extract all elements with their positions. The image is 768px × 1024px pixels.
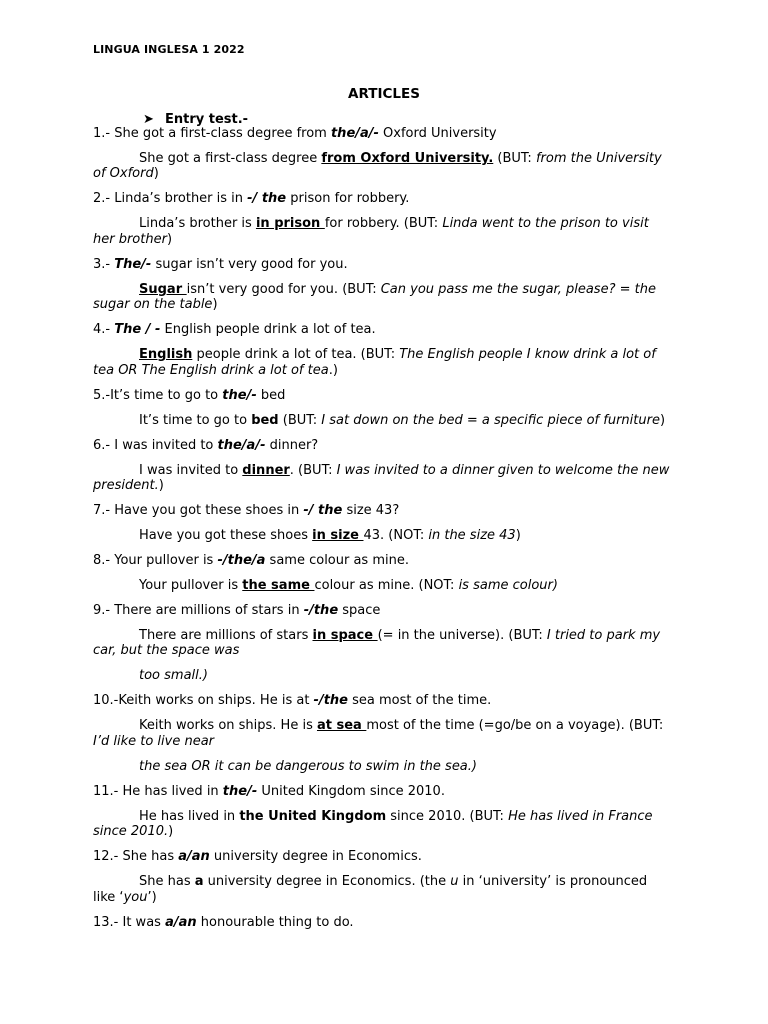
question-line (93, 603, 673, 618)
line-text: 43. (NOT: (363, 528, 429, 544)
entry-test-label: Entry test.- (165, 112, 249, 127)
answer-line (93, 528, 673, 543)
line-text: 6.- I was invited to (93, 437, 218, 453)
answer-line (93, 463, 673, 494)
line-text: the/a/- (217, 437, 266, 453)
line-text: the sea OR it can be dangerous to swim in the sea.) (139, 758, 477, 774)
line-text: most of the time (=go/be on a voyage). (BUT: (366, 718, 664, 734)
line-text: prison for robbery. (286, 191, 410, 207)
line-text: in space (312, 628, 378, 644)
question-line (93, 257, 673, 272)
line-text: from the University of Oxford (93, 151, 662, 182)
line-text: I was invited to (139, 462, 243, 478)
line-text: people drink a lot of tea. (BUT: (192, 347, 400, 363)
line-text: Linda’s brother is (139, 216, 256, 232)
line-text: in prison (255, 216, 325, 232)
answer-line (93, 809, 673, 840)
question-line (93, 784, 673, 799)
answer-line (93, 413, 673, 428)
question-line (93, 849, 673, 864)
answer-line (93, 282, 673, 313)
line-text: Can you pass me the sugar, please? = the sugar on the table (93, 281, 656, 313)
line-text: The/- (114, 256, 152, 272)
question-line (93, 322, 673, 337)
answer-line (93, 628, 673, 659)
line-text: ) (153, 166, 159, 182)
line-text: ) (166, 231, 173, 247)
line-text: Have you got these shoes (139, 528, 313, 544)
line-text: sea most of the time. (347, 693, 492, 709)
entry-test-heading (143, 112, 248, 127)
line-text: The English people I know drink a lot of tea OR The English drink a lot of tea (93, 347, 656, 378)
line-text: I tried to park my car, but the space was (93, 628, 661, 659)
line-text: 11.- He has lived in (93, 783, 223, 799)
line-text: I’d like to live near (93, 733, 215, 749)
question-line (93, 191, 673, 206)
line-text: -/ the (247, 191, 287, 207)
answer-line (93, 718, 673, 749)
line-text: 1.- She got a first-class degree from (93, 126, 331, 141)
answer-line (93, 216, 673, 247)
line-text: She has (139, 874, 195, 890)
line-text: ) (659, 412, 666, 428)
answer-line (93, 874, 673, 905)
line-text: the United Kingdom (239, 808, 387, 824)
line-text: colour as mine. (NOT: (314, 578, 459, 594)
line-text: a/an (165, 914, 197, 930)
line-text: a (194, 874, 204, 890)
line-text: She got a first-class degree (139, 151, 322, 166)
line-text: 4.- (93, 322, 115, 338)
line-text: 3.- (93, 256, 115, 272)
answer-line (93, 578, 673, 593)
line-text: -/the (303, 603, 339, 619)
line-text: He has lived in (139, 808, 240, 824)
line-text: There are millions of stars (139, 628, 313, 644)
line-text: bed (251, 412, 279, 428)
line-text: space (338, 603, 381, 619)
question-line (93, 693, 673, 708)
line-text: 5.-It’s time to go to (93, 387, 223, 403)
line-text: 10.-Keith works on ships. He is at (93, 693, 314, 709)
question-line (93, 503, 673, 518)
line-text: -/ the (303, 503, 343, 519)
line-text: honourable thing to do. (196, 914, 354, 930)
line-text: The / - (114, 322, 161, 338)
line-text: . (BUT: (289, 462, 337, 478)
line-text: ) (168, 824, 174, 840)
line-text: the/- (222, 783, 258, 799)
line-text: -/the (313, 693, 348, 709)
line-text: English people drink a lot of tea. (160, 322, 376, 338)
line-text: United Kingdom since 2010. (257, 783, 445, 799)
line-text: university degree in Economics. (the (203, 874, 451, 890)
line-text: (BUT: (493, 151, 536, 166)
line-text: I was invited to a dinner given to welcome the new president. (93, 462, 670, 494)
line-text: 9.- There are millions of stars in (93, 603, 304, 619)
line-text: you (123, 889, 148, 905)
line-text: in the size 43 (428, 528, 516, 544)
line-text: Keith works on ships. He is (139, 718, 317, 734)
question-line (93, 438, 673, 453)
line-text: Sugar (139, 281, 187, 297)
line-text: Your pullover is (139, 578, 243, 594)
question-line (93, 915, 673, 930)
page-title: ARTICLES (348, 86, 420, 102)
line-text: ) (158, 478, 164, 494)
line-text: size 43? (342, 503, 400, 519)
line-text: Oxford University (378, 126, 497, 141)
document-header: LINGUA INGLESA 1 2022 (93, 43, 245, 56)
line-text: is same colour) (458, 578, 558, 594)
line-text: 8.- Your pullover is (93, 553, 218, 569)
line-text: 13.- It was (93, 914, 166, 930)
line-text: isn’t very good for you. (BUT: (186, 281, 381, 297)
line-text: I sat down on the bed = a specific piece of furniture (321, 412, 660, 428)
line-text: same colour as mine. (265, 553, 409, 569)
answer-continuation-line (93, 759, 673, 774)
question-line (93, 553, 673, 568)
line-text: the/a/- (330, 126, 379, 141)
line-text: since 2010. (BUT: (386, 808, 509, 824)
line-text: .) (328, 362, 338, 378)
line-text: in ‘university’ is pronounced like ‘ (93, 874, 648, 905)
line-text: (BUT: (278, 412, 322, 428)
line-text: ) (515, 528, 521, 544)
line-text: at sea (316, 718, 367, 734)
answer-continuation-line (93, 668, 673, 683)
line-text: university degree in Economics. (209, 849, 422, 865)
line-text: ’) (147, 889, 157, 905)
line-text: a/an (178, 849, 210, 865)
line-text: (= in the universe). (BUT: (377, 628, 547, 644)
line-text: -/the/a (217, 553, 266, 569)
line-text: bed (256, 387, 286, 403)
line-text: 7.- Have you got these shoes in (93, 503, 304, 519)
question-line (93, 388, 673, 403)
line-text: ) (212, 297, 218, 313)
line-text: the/- (222, 387, 257, 403)
line-text: too small.) (139, 668, 208, 684)
line-text: for robbery. (BUT: (324, 216, 443, 232)
arrow-bullet-icon: ➤ (143, 112, 154, 127)
line-text: English (139, 347, 193, 363)
line-text: the same (242, 578, 315, 594)
line-text: from Oxford University. (321, 151, 494, 166)
exercise-list (93, 126, 673, 940)
line-text: sugar isn’t very good for you. (151, 256, 348, 272)
line-text: He has lived in France since 2010. (93, 808, 653, 840)
line-text: dinner (242, 462, 290, 478)
line-text: Linda went to the prison to visit her brother (93, 216, 649, 247)
line-text: u (450, 874, 459, 890)
answer-line (93, 151, 673, 182)
answer-line (93, 347, 673, 378)
question-line (93, 126, 673, 141)
line-text: dinner? (265, 437, 319, 453)
line-text: It’s time to go to (139, 412, 252, 428)
line-text: 12.- She has (93, 849, 179, 865)
line-text: 2.- Linda’s brother is in (93, 191, 248, 207)
line-text: in size (312, 528, 364, 544)
